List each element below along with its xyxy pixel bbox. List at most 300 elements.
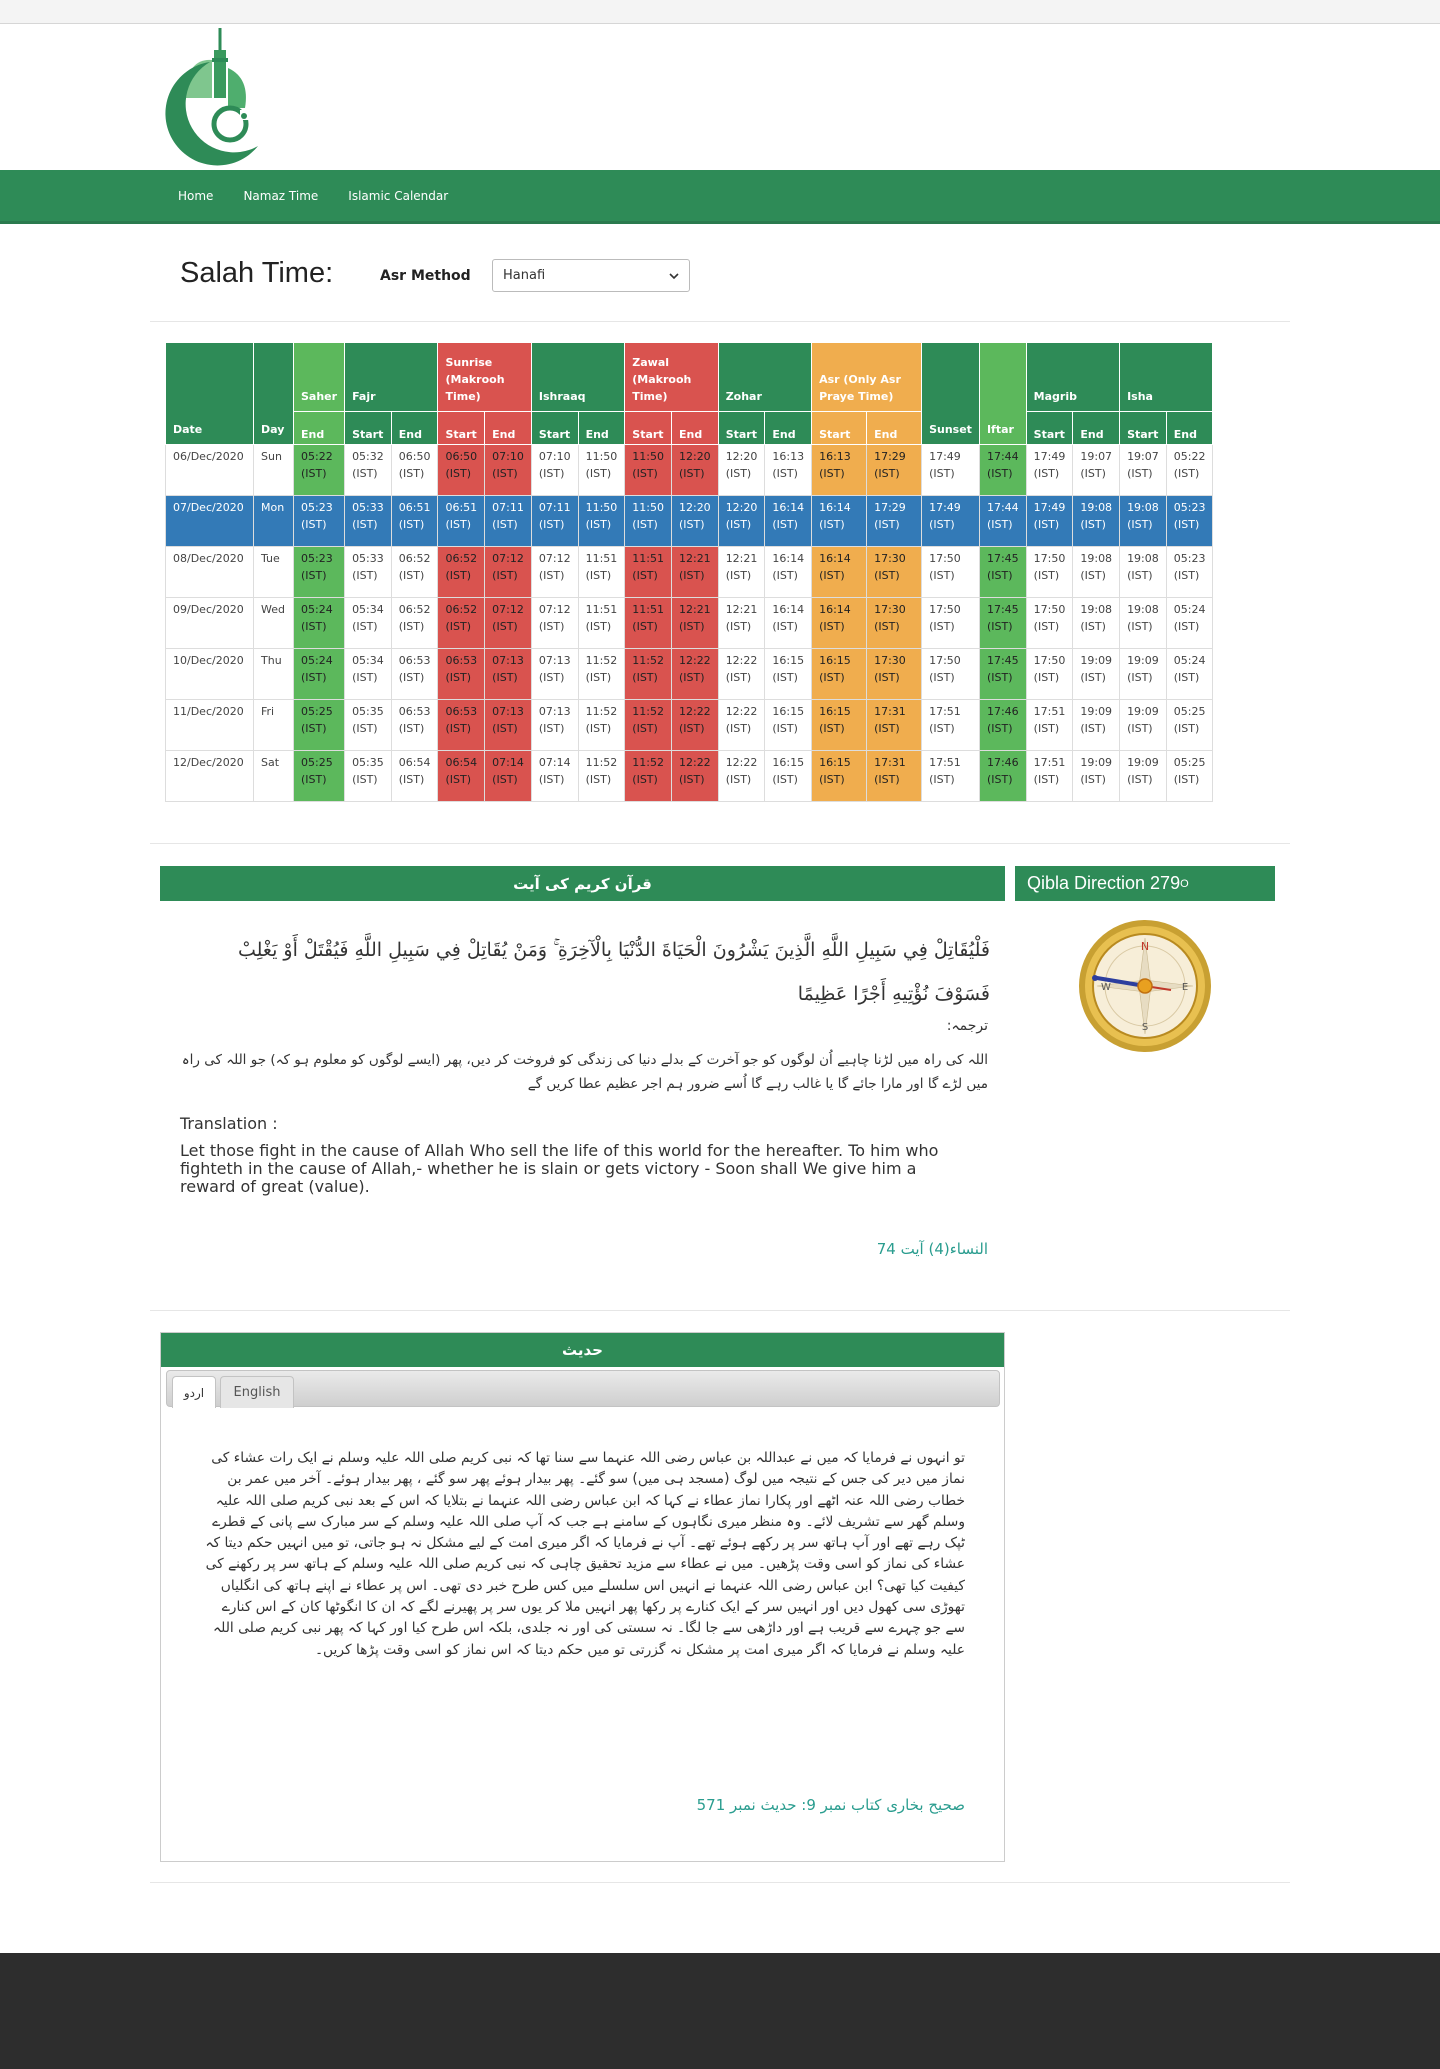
timezone-label: (IST) — [678, 518, 705, 531]
mosque-logo[interactable] — [150, 28, 268, 168]
site-footer — [0, 1953, 1440, 2069]
time-cell — [922, 496, 980, 547]
timezone-label: (IST) — [725, 722, 752, 735]
time-value: 16:13 — [772, 450, 805, 463]
timezone-label: (IST) — [772, 467, 798, 480]
timezone-label: (IST) — [492, 467, 518, 480]
time-value: 07:13 — [492, 654, 524, 667]
time-cell — [1073, 547, 1120, 598]
timezone-label: (IST) — [874, 467, 900, 480]
time-value: 12:22 — [725, 756, 758, 769]
timezone-label: (IST) — [1173, 569, 1200, 582]
time-value: 06:51 — [445, 501, 478, 514]
timezone-label: (IST) — [874, 569, 900, 582]
timezone-label: (IST) — [1033, 569, 1060, 582]
timezone-label: (IST) — [1033, 467, 1060, 480]
timezone-label: (IST) — [1033, 620, 1060, 633]
timezone-label: (IST) — [1033, 671, 1060, 684]
timezone-label: (IST) — [929, 671, 955, 684]
col-zawal — [625, 343, 718, 412]
time-value: 17:50 — [1033, 654, 1066, 667]
timezone-label: (IST) — [632, 722, 658, 735]
time-value: 17:45 — [986, 552, 1019, 565]
timezone-label: (IST) — [819, 620, 845, 633]
timezone-label: (IST) — [398, 518, 425, 531]
timezone-label: (IST) — [772, 620, 798, 633]
time-value: 11:51 — [585, 552, 618, 565]
timezone-label: (IST) — [445, 569, 471, 582]
timezone-label: (IST) — [678, 569, 705, 582]
timezone-label: (IST) — [1173, 773, 1200, 786]
time-cell — [345, 547, 392, 598]
time-cell — [1026, 496, 1073, 547]
time-value: 12:22 — [725, 654, 758, 667]
time-value: 05:24 — [301, 603, 333, 616]
time-value: 06:52 — [398, 603, 431, 616]
time-value: 17:50 — [1033, 552, 1066, 565]
time-cell — [765, 649, 812, 700]
time-value: 07:12 — [492, 603, 524, 616]
hadith-reference[interactable]: صحیح بخاری کتاب نمبر 9: حدیث نمبر 571 — [696, 1796, 965, 1814]
timezone-label: (IST) — [538, 620, 565, 633]
timezone-label: (IST) — [1127, 671, 1153, 684]
chevron-down-icon — [669, 272, 679, 280]
time-cell — [294, 751, 345, 802]
time-cell — [867, 700, 922, 751]
time-value: 06:50 — [445, 450, 478, 463]
time-cell — [1073, 649, 1120, 700]
timezone-label: (IST) — [986, 569, 1013, 582]
sub-end: End — [671, 412, 718, 445]
timezone-label: (IST) — [445, 722, 471, 735]
time-value: 19:08 — [1127, 501, 1159, 514]
time-value: 11:52 — [632, 756, 664, 769]
time-value: 16:14 — [772, 603, 805, 616]
time-value: 05:23 — [301, 552, 333, 565]
timezone-label: (IST) — [538, 569, 565, 582]
time-cell — [812, 445, 867, 496]
time-cell — [485, 649, 532, 700]
col-fajr: Fajr — [345, 343, 438, 412]
sub-end: End — [867, 412, 922, 445]
time-value: 07:12 — [538, 552, 571, 565]
time-cell — [1026, 751, 1073, 802]
col-isha: Isha — [1120, 343, 1213, 412]
timezone-label: (IST) — [538, 722, 565, 735]
sub-header-row — [166, 412, 1213, 445]
time-cell — [294, 700, 345, 751]
time-value: 16:14 — [819, 552, 851, 565]
tab-urdu[interactable]: اردو — [172, 1376, 216, 1408]
timezone-label: (IST) — [585, 722, 612, 735]
time-value: 17:31 — [874, 705, 906, 718]
compass-w: W — [1101, 982, 1111, 993]
date-cell: 10/Dec/2020 — [166, 649, 254, 700]
timezone-label: (IST) — [772, 671, 798, 684]
table-row — [166, 751, 1213, 802]
time-value: 06:50 — [398, 450, 431, 463]
time-value: 17:46 — [986, 705, 1019, 718]
time-cell — [438, 496, 485, 547]
time-cell — [1026, 649, 1073, 700]
time-value: 17:49 — [929, 450, 961, 463]
timezone-label: (IST) — [492, 620, 518, 633]
table-row — [166, 445, 1213, 496]
time-cell — [979, 751, 1026, 802]
timezone-label: (IST) — [1173, 671, 1200, 684]
time-value: 12:22 — [678, 705, 711, 718]
time-value: 17:45 — [986, 603, 1019, 616]
timezone-label: (IST) — [445, 620, 471, 633]
time-cell — [578, 751, 625, 802]
time-cell — [922, 547, 980, 598]
timezone-label: (IST) — [632, 620, 658, 633]
time-cell — [625, 598, 672, 649]
asr-header-text: Asr (Only Asr Praye Time) — [819, 373, 901, 403]
timezone-label: (IST) — [352, 569, 378, 582]
timezone-label: (IST) — [819, 722, 845, 735]
sub-end: End — [765, 412, 812, 445]
timezone-label: (IST) — [1033, 773, 1060, 786]
time-value: 17:45 — [986, 654, 1019, 667]
time-cell — [979, 598, 1026, 649]
time-cell — [979, 445, 1026, 496]
timezone-label: (IST) — [1033, 518, 1060, 531]
time-value: 19:09 — [1080, 705, 1113, 718]
time-value: 07:13 — [492, 705, 524, 718]
time-value: 07:12 — [538, 603, 571, 616]
time-cell — [1073, 598, 1120, 649]
time-cell — [531, 445, 578, 496]
day-cell: Wed — [254, 598, 294, 649]
compass-e: E — [1181, 982, 1189, 993]
timezone-label: (IST) — [585, 671, 612, 684]
time-value: 05:34 — [352, 603, 384, 616]
time-value: 12:20 — [678, 501, 711, 514]
timezone-label: (IST) — [492, 773, 518, 786]
timezone-label: (IST) — [725, 671, 752, 684]
timezone-label: (IST) — [585, 569, 612, 582]
time-cell — [812, 751, 867, 802]
time-cell — [1073, 700, 1120, 751]
timezone-label: (IST) — [1173, 722, 1200, 735]
timezone-label: (IST) — [585, 518, 612, 531]
sunrise-header-text: Sunrise (Makrooh Time) — [445, 356, 505, 403]
time-cell — [922, 445, 980, 496]
timezone-label: (IST) — [585, 773, 612, 786]
timezone-label: (IST) — [1127, 518, 1153, 531]
table-row — [166, 496, 1213, 547]
page-title: Salah Time: — [180, 257, 334, 289]
timezone-label: (IST) — [1080, 722, 1106, 735]
time-value: 05:24 — [1173, 654, 1206, 667]
time-value: 11:51 — [585, 603, 618, 616]
time-cell — [671, 547, 718, 598]
time-value: 19:09 — [1127, 756, 1159, 769]
time-cell — [578, 547, 625, 598]
date-cell: 12/Dec/2020 — [166, 751, 254, 802]
translation-label: Translation : — [180, 1114, 278, 1133]
timezone-label: (IST) — [301, 518, 327, 531]
timezone-label: (IST) — [874, 671, 900, 684]
timezone-label: (IST) — [398, 773, 425, 786]
time-value: 06:53 — [398, 705, 431, 718]
col-day: Day — [254, 343, 294, 445]
timezone-label: (IST) — [301, 773, 327, 786]
timezone-label: (IST) — [1080, 467, 1106, 480]
time-cell — [625, 751, 672, 802]
time-cell — [625, 547, 672, 598]
quran-ayah: فَلْيُقَاتِلْ فِي سَبِيلِ اللَّهِ الَّذِينَ يَشْرُونَ الْحَيَاةَ الدُّنْيَا بِالْآخِرَةِ ۚ وَمَنْ يُقَاتِلْ فِي سَبِيلِ اللَّهِ فَيُقْتَلْ أَوْ يَغْلِبْ فَسَوْفَ نُؤْتِيهِ أَجْرًا عَظِيمًا — [237, 939, 990, 1005]
time-cell — [671, 496, 718, 547]
urdu-translation: اللہ کی راہ میں لڑنا چاہیے اُن لوگوں کو جو آخرت کے بدلے دنیا کی زندگی کو فروخت کر دیں، پھر (ایسے لوگوں کو معلوم ہو کہ) جو اللہ کی راہ میں لڑے گا اور مارا جائے گا یا غالب رہے گا اُسے ضرور ہم اجر عظیم عطا کریں گے — [181, 1052, 988, 1092]
time-cell — [485, 751, 532, 802]
col-date: Date — [166, 343, 254, 445]
time-cell — [765, 496, 812, 547]
timezone-label: (IST) — [585, 467, 612, 480]
time-cell — [1166, 649, 1213, 700]
time-value: 05:33 — [352, 501, 384, 514]
sub-end: End — [485, 412, 532, 445]
time-cell — [485, 547, 532, 598]
asr-method-select[interactable] — [492, 259, 690, 292]
time-value: 17:49 — [1033, 450, 1066, 463]
time-cell — [718, 598, 765, 649]
nav-islamic-calendar[interactable]: Islamic Calendar — [348, 188, 449, 203]
time-cell — [979, 547, 1026, 598]
time-value: 17:51 — [929, 705, 961, 718]
timezone-label: (IST) — [301, 569, 327, 582]
timezone-label: (IST) — [772, 518, 798, 531]
time-cell — [979, 496, 1026, 547]
timezone-label: (IST) — [492, 569, 518, 582]
timezone-label: (IST) — [678, 620, 705, 633]
date-cell: 08/Dec/2020 — [166, 547, 254, 598]
time-value: 05:35 — [352, 705, 384, 718]
time-cell — [578, 445, 625, 496]
time-cell — [438, 445, 485, 496]
time-value: 05:32 — [352, 450, 384, 463]
timezone-label: (IST) — [725, 773, 752, 786]
timezone-label: (IST) — [986, 773, 1013, 786]
qibla-compass-icon — [1075, 916, 1215, 1056]
time-value: 17:50 — [929, 603, 961, 616]
hadith-text: تو انہوں نے فرمایا کہ میں نے عبداللہ بن عباس رضی اللہ عنہما سے سنا تھا کہ نبی کریم صلی اللہ علیہ وسلم نے ایک رات عشاء کی نماز میں دیر کی جس کے نتیجہ میں لوگ (مسجد ہی میں) سو گئے۔ پھر بیدار ہوئے پھر سو گئے ، پھر بیدار ہوئے۔ آخر میں عمر بن خطاب رضی اللہ عنہ اٹھے اور پکارا نماز عطاء نے کہا کہ ابن عباس رضی اللہ عنہما نے بتلایا کہ اس کے بعد نبی کریم صلی اللہ علیہ وسلم گھر سے تشریف لائے۔ وہ منظر میری نگاہوں کے سامنے ہے جب کہ آپ صلی اللہ علیہ وسلم کے سر مبارک سے پانی کے قطرے ٹپک رہے تھے اور آپ ہاتھ سر پر رکھے ہوئے تھے۔ آپ نے فرمایا کہ اگر میری امت کے لیے مشکل نہ ہو جاتی، تو میں انہیں حکم دیتا کہ عشاء کی نماز کو اسی وقت پڑھیں۔ میں نے عطاء سے مزید تحقیق چاہی کہ نبی کریم صلی اللہ علیہ وسلم کے ہاتھ سر پر رکھنے کی کیفیت کیا تھی؟ ابن عباس رضی اللہ عنہما نے انہیں اس سلسلے میں کس طرح خبر دی تھی۔ اس پر عطاء نے اپنے ہاتھ کی انگلیاں تھوڑی سی کھول دیں اور انہیں سر کے ایک کنارے پر رکھا پھر انہیں ملا کر یوں سر پر پھیرنے لگے کہ ان کا انگوٹھا کان کے اس کنارے سے جو چہرے سے قریب ہے اور داڑھی سے جا لگا۔ نہ سستی کی اور نہ جلدی، بلکہ اس طرح کیا اور کہا کہ پھر نبی کریم صلی اللہ علیہ وسلم نے فرمایا کہ اگر میری امت پر مشکل نہ گزرتی تو میں حکم دیتا کہ اس نماز کو اسی وقت پڑھا کریں۔ — [205, 1450, 965, 1658]
time-value: 12:21 — [725, 603, 758, 616]
time-cell — [867, 547, 922, 598]
timezone-label: (IST) — [445, 773, 471, 786]
time-cell — [294, 649, 345, 700]
time-value: 05:24 — [1173, 603, 1206, 616]
time-cell — [718, 700, 765, 751]
time-value: 05:22 — [1173, 450, 1206, 463]
time-cell — [391, 598, 438, 649]
time-cell — [531, 496, 578, 547]
time-value: 17:29 — [874, 501, 906, 514]
date-cell: 07/Dec/2020 — [166, 496, 254, 547]
ayah-reference[interactable]: النساء(4) آیت 74 — [876, 1240, 988, 1258]
nav-home[interactable]: Home — [178, 188, 214, 203]
day-cell: Sun — [254, 445, 294, 496]
time-cell — [979, 700, 1026, 751]
tarjuma-label: ترجمہ: — [946, 1018, 988, 1034]
time-cell — [812, 598, 867, 649]
time-value: 12:22 — [678, 756, 711, 769]
time-cell — [671, 700, 718, 751]
time-value: 16:15 — [772, 654, 805, 667]
times-body — [166, 445, 1213, 802]
timezone-label: (IST) — [1080, 518, 1106, 531]
time-value: 16:15 — [819, 756, 851, 769]
time-value: 07:11 — [538, 501, 571, 514]
time-cell — [979, 649, 1026, 700]
timezone-label: (IST) — [538, 467, 565, 480]
divider — [150, 843, 1290, 844]
time-value: 16:15 — [819, 654, 851, 667]
time-cell — [438, 649, 485, 700]
hadith-panel-heading: حدیث — [160, 1332, 1005, 1367]
time-cell — [625, 700, 672, 751]
sub-start: Start — [718, 412, 765, 445]
timezone-label: (IST) — [398, 722, 425, 735]
time-cell — [671, 751, 718, 802]
date-cell: 06/Dec/2020 — [166, 445, 254, 496]
time-cell — [867, 751, 922, 802]
time-value: 19:07 — [1127, 450, 1159, 463]
time-value: 06:54 — [445, 756, 478, 769]
time-cell — [718, 649, 765, 700]
timezone-label: (IST) — [352, 620, 378, 633]
timezone-label: (IST) — [398, 467, 425, 480]
timezone-label: (IST) — [929, 773, 955, 786]
timezone-label: (IST) — [929, 620, 955, 633]
timezone-label: (IST) — [1080, 671, 1106, 684]
timezone-label: (IST) — [772, 722, 798, 735]
time-value: 19:08 — [1127, 603, 1159, 616]
time-cell — [345, 598, 392, 649]
time-cell — [485, 700, 532, 751]
table-row — [166, 547, 1213, 598]
timezone-label: (IST) — [352, 671, 378, 684]
time-cell — [671, 445, 718, 496]
timezone-label: (IST) — [538, 518, 565, 531]
time-value: 19:09 — [1127, 654, 1159, 667]
time-value: 19:08 — [1080, 552, 1113, 565]
time-value: 05:24 — [301, 654, 333, 667]
sub-end: End — [578, 412, 625, 445]
timezone-label: (IST) — [678, 773, 705, 786]
time-cell — [1073, 751, 1120, 802]
time-value: 07:14 — [538, 756, 571, 769]
time-cell — [718, 547, 765, 598]
time-cell — [671, 598, 718, 649]
time-value: 05:23 — [1173, 552, 1206, 565]
qibla-heading — [1015, 866, 1275, 901]
english-translation: Let those fight in the cause of Allah Who sell the life of this world for the hereafter. To him who fighteth in the cause of Allah,- whether he is slain or gets victory - Soon shall We give him a reward of great (value). — [180, 1141, 939, 1196]
time-cell — [1120, 649, 1167, 700]
time-cell — [578, 649, 625, 700]
time-cell — [625, 496, 672, 547]
timezone-label: (IST) — [492, 722, 518, 735]
tab-english[interactable]: English — [220, 1376, 294, 1408]
timezone-label: (IST) — [772, 569, 798, 582]
time-cell — [438, 547, 485, 598]
time-value: 11:52 — [632, 705, 664, 718]
zawal-header-text: Zawal (Makrooh Time) — [632, 356, 692, 403]
timezone-label: (IST) — [725, 467, 752, 480]
timezone-label: (IST) — [819, 773, 845, 786]
time-cell — [1166, 496, 1213, 547]
time-cell — [1120, 496, 1167, 547]
sub-start: Start — [1026, 412, 1073, 445]
time-cell — [531, 700, 578, 751]
time-value: 11:50 — [632, 450, 664, 463]
time-cell — [718, 445, 765, 496]
timezone-label: (IST) — [678, 722, 705, 735]
col-sunset: Sunset — [922, 343, 980, 445]
timezone-label: (IST) — [538, 773, 565, 786]
divider — [150, 321, 1290, 322]
col-asr — [812, 343, 922, 412]
time-cell — [718, 751, 765, 802]
timezone-label: (IST) — [678, 671, 705, 684]
time-value: 11:52 — [585, 705, 618, 718]
timezone-label: (IST) — [538, 671, 565, 684]
time-value: 19:09 — [1080, 654, 1113, 667]
time-cell — [1120, 547, 1167, 598]
time-value: 19:08 — [1080, 501, 1113, 514]
timezone-label: (IST) — [986, 467, 1013, 480]
time-cell — [922, 649, 980, 700]
time-cell — [345, 700, 392, 751]
time-cell — [812, 496, 867, 547]
salah-title-bar — [0, 224, 1440, 324]
time-value: 07:13 — [538, 654, 571, 667]
timezone-label: (IST) — [819, 569, 845, 582]
sub-start: Start — [812, 412, 867, 445]
time-value: 17:30 — [874, 603, 906, 616]
time-value: 06:52 — [445, 552, 478, 565]
timezone-label: (IST) — [819, 671, 845, 684]
time-cell — [485, 445, 532, 496]
asr-method-label: Asr Method — [380, 268, 471, 284]
timezone-label: (IST) — [929, 722, 955, 735]
time-value: 17:31 — [874, 756, 906, 769]
time-cell — [345, 751, 392, 802]
time-value: 17:50 — [1033, 603, 1066, 616]
time-cell — [812, 547, 867, 598]
sub-end: End — [391, 412, 438, 445]
nav-namaz-time[interactable]: Namaz Time — [243, 188, 319, 203]
asr-method-value: Hanafi — [503, 268, 546, 283]
time-cell — [1120, 700, 1167, 751]
timezone-label: (IST) — [819, 467, 845, 480]
time-cell — [867, 445, 922, 496]
timezone-label: (IST) — [632, 773, 658, 786]
table-row — [166, 700, 1213, 751]
col-iftar: Iftar — [979, 343, 1026, 445]
timezone-label: (IST) — [1033, 722, 1060, 735]
time-value: 05:23 — [1173, 501, 1206, 514]
timezone-label: (IST) — [725, 518, 752, 531]
time-value: 12:20 — [725, 450, 758, 463]
time-cell — [391, 700, 438, 751]
time-value: 16:14 — [819, 501, 851, 514]
time-cell — [485, 598, 532, 649]
time-value: 11:52 — [632, 654, 664, 667]
time-cell — [1120, 445, 1167, 496]
time-value: 07:10 — [538, 450, 571, 463]
